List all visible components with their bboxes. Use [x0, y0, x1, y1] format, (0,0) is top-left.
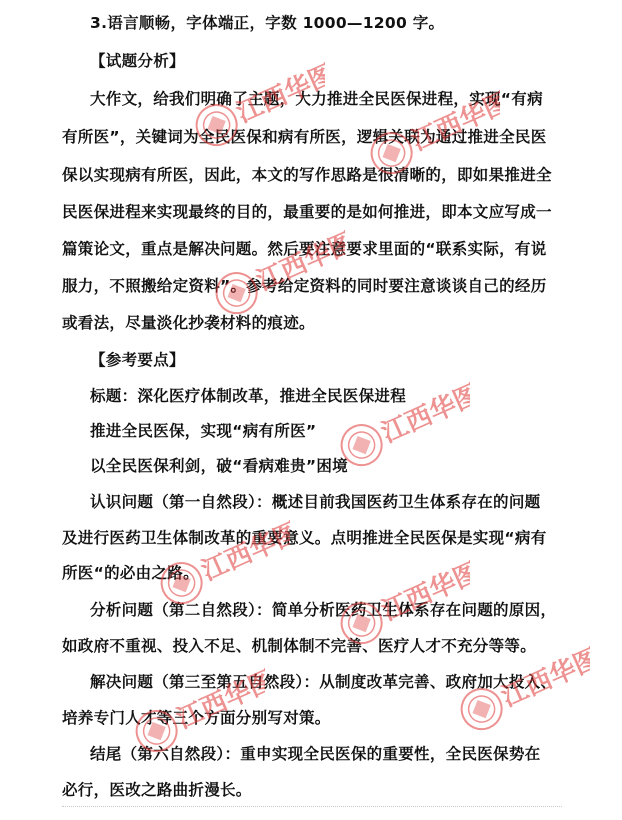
svg-text:江西华图: 江西华图: [252, 230, 345, 298]
paragraph-line: 有所医”，关键词为全民医保和病有所医，逻辑关联为通过推进全民医: [62, 128, 547, 146]
watermark-text: 江西华图: [232, 62, 325, 130]
svg-text:江西华图: 江西华图: [172, 668, 265, 736]
svg-text:江西华图: 江西华图: [197, 520, 290, 588]
paragraph-line: 大作文，给我们明确了主题，大力推进全民医保进程，实现“有病: [90, 90, 543, 108]
svg-text:江西华图: 江西华图: [497, 646, 590, 714]
paragraph-line: 培养专门人才等三个方面分别写对策。: [62, 709, 331, 727]
svg-text:江西华图: 江西华图: [407, 90, 500, 158]
paragraph-line: 结尾（第六自然段）：重申实现全民医保的重要性，全民医保势在: [90, 745, 541, 763]
paragraph-line: 民医保进程来实现最终的目的，最重要的是如何推进，即本文应写成一: [62, 203, 552, 221]
paragraph-line: 篇策论文，重点是解决问题。然后要注意要求里面的“联系实际，有说: [62, 240, 547, 258]
page-footer-divider: [62, 806, 562, 808]
paragraph-line: 如政府不重视、投入不足、机制体制不完善、医疗人才不充分等等。: [62, 637, 537, 655]
paragraph-line: 必行，医改之路曲折漫长。: [62, 781, 252, 799]
paragraph-line: 解决问题（第三至第五自然段）：从制度改革完善、政府加大投入、: [90, 673, 557, 691]
title-option: 以全民医保利剑，破“看病难贵”困境: [90, 457, 348, 475]
paragraph-line: 分析问题（第二自然段）：简单分析医药卫生体系存在问题的原因，: [90, 601, 557, 619]
svg-text:江西华图: 江西华图: [377, 382, 470, 450]
section-heading-analysis: 【试题分析】: [90, 52, 185, 70]
watermark-logo: [450, 646, 590, 738]
paragraph-line: 所医“的必由之路。: [62, 564, 199, 582]
title-option: 推进全民医保，实现“病有所医”: [90, 422, 317, 440]
paragraph-line: 或看法，尽量淡化抄袭材料的痕迹。: [62, 314, 315, 332]
requirement-item-3: 3.语言顺畅，字体端正，字数 1000—1200 字。: [90, 14, 445, 32]
svg-text:江西华图: 江西华图: [377, 560, 470, 628]
paragraph-line: 服力，不照搬给定资料”。参考给定资料的同时要注意谈谈自己的经历: [62, 277, 547, 295]
paragraph-line: 及进行医药卫生体制改革的重要意义。点明推进全民医保是实现“病有: [62, 529, 547, 547]
section-heading-points: 【参考要点】: [90, 351, 185, 369]
paragraph-line: 认识问题（第一自然段）：概述目前我国医药卫生体系存在的问题: [90, 493, 541, 511]
paragraph-line: 保以实现病有所医，因此，本文的写作思路是很清晰的，即如果推进全: [62, 166, 552, 184]
title-option: 标题：深化医疗体制改革，推进全民医保进程: [90, 387, 407, 405]
